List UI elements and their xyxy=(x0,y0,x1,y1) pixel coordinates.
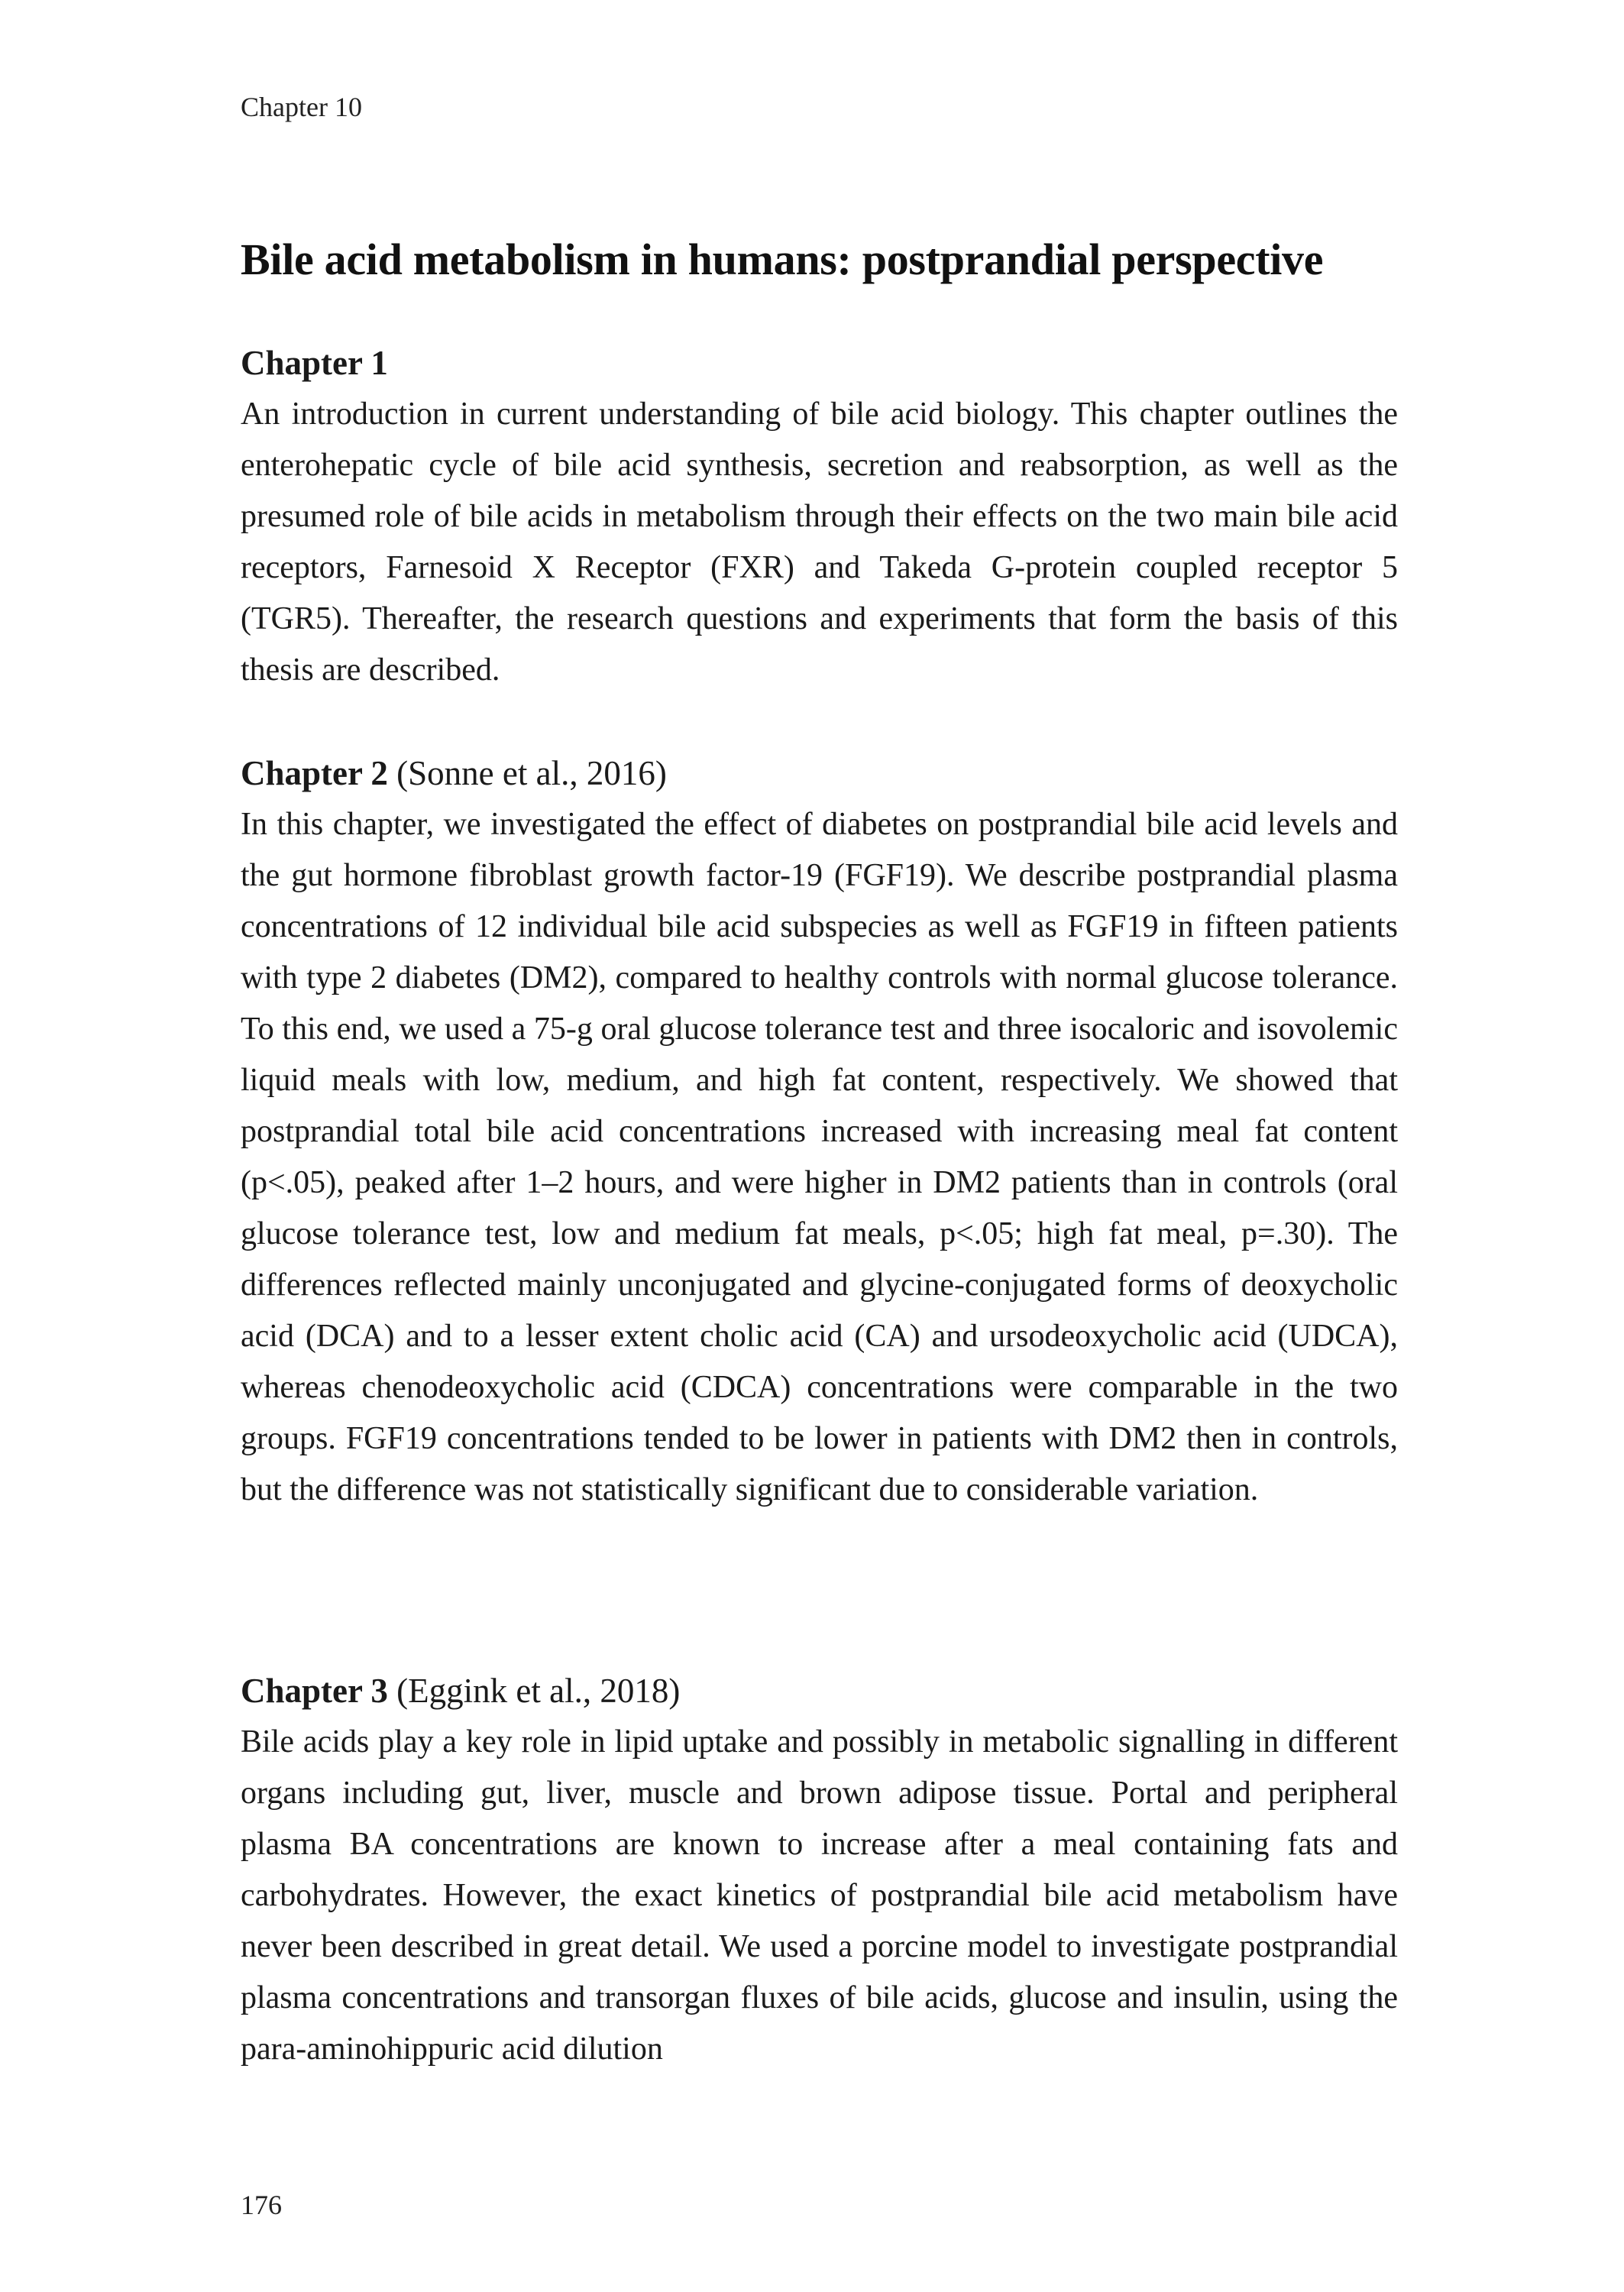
running-header: Chapter 10 xyxy=(241,92,362,122)
section-heading xyxy=(241,1666,1398,1717)
chapter-citation: (Sonne et al., 2016) xyxy=(387,754,667,792)
section-heading xyxy=(241,748,1398,799)
section-chapter-2 xyxy=(241,748,1398,1516)
section-body: Bile acids play a key role in lipid uptake and possibly in metabolic signalling in different organs including gut, liver, muscle and brown adipose tissue. Portal and peripheral plasma BA concentrations are known to increase after a meal containing fats and carbohydrates. However, the exact kinetics of postprandial bile acid metabolism have never been described in great detail. We used a porcine model to investigate postprandial plasma concentrations and transorgan fluxes of bile acids, glucose and insulin, using the para-aminohippuric acid dilution xyxy=(241,1724,1398,2067)
section-body: In this chapter, we investigated the effect of diabetes on postprandial bile acid levels and the gut hormone fibroblast growth factor-19 (FGF19). We describe postprandial plasma concentrations of 12 individual bile acid subspecies as well as FGF19 in fifteen patients with type 2 diabetes (DM2), compared to healthy controls with normal glucose tolerance. To this end, we used a 75-g oral glucose tolerance test and three isocaloric and isovolemic liquid meals with low, medium, and high fat content, respectively. We showed that postprandial total bile acid concentrations increased with increasing meal fat content (p<.05), peaked after 1–2 hours, and were higher in DM2 patients than in controls (oral glucose tolerance test, low and medium fat meals, p<.05; high fat meal, p=.30). The differences reflected mainly unconjugated and glycine-conjugated forms of deoxycholic acid (DCA) and to a lesser extent cholic acid (CA) and ursodeoxycholic acid (UDCA), whereas chenodeoxycholic acid (CDCA) concentrations were comparable in the two groups. FGF19 concentrations tended to be lower in patients with DM2 then in controls, but the difference was not statistically significant due to considerable variation. xyxy=(241,807,1398,1507)
chapter-label: Chapter 3 xyxy=(241,1672,388,1710)
section-chapter-3 xyxy=(241,1666,1398,2075)
chapter-label: Chapter 1 xyxy=(241,344,388,382)
page-title: Bile acid metabolism in humans: postprandial perspective xyxy=(241,235,1324,284)
section-heading xyxy=(241,338,1398,389)
section-body: An introduction in current understanding of bile acid biology. This chapter outlines the enterohepatic cycle of bile acid synthesis, secretion and reabsorption, as well as the presumed role of bile acids in metabolism through their effects on the two main bile acid receptors, Farnesoid X Receptor (FXR) and Takeda G-protein coupled receptor 5 (TGR5). Thereafter, the research questions and experiments that form the basis of this thesis are described. xyxy=(241,397,1398,688)
chapter-label: Chapter 2 xyxy=(241,754,388,792)
chapter-citation: (Eggink et al., 2018) xyxy=(387,1672,681,1710)
section-chapter-1 xyxy=(241,338,1398,696)
page-number: 176 xyxy=(241,2190,282,2220)
